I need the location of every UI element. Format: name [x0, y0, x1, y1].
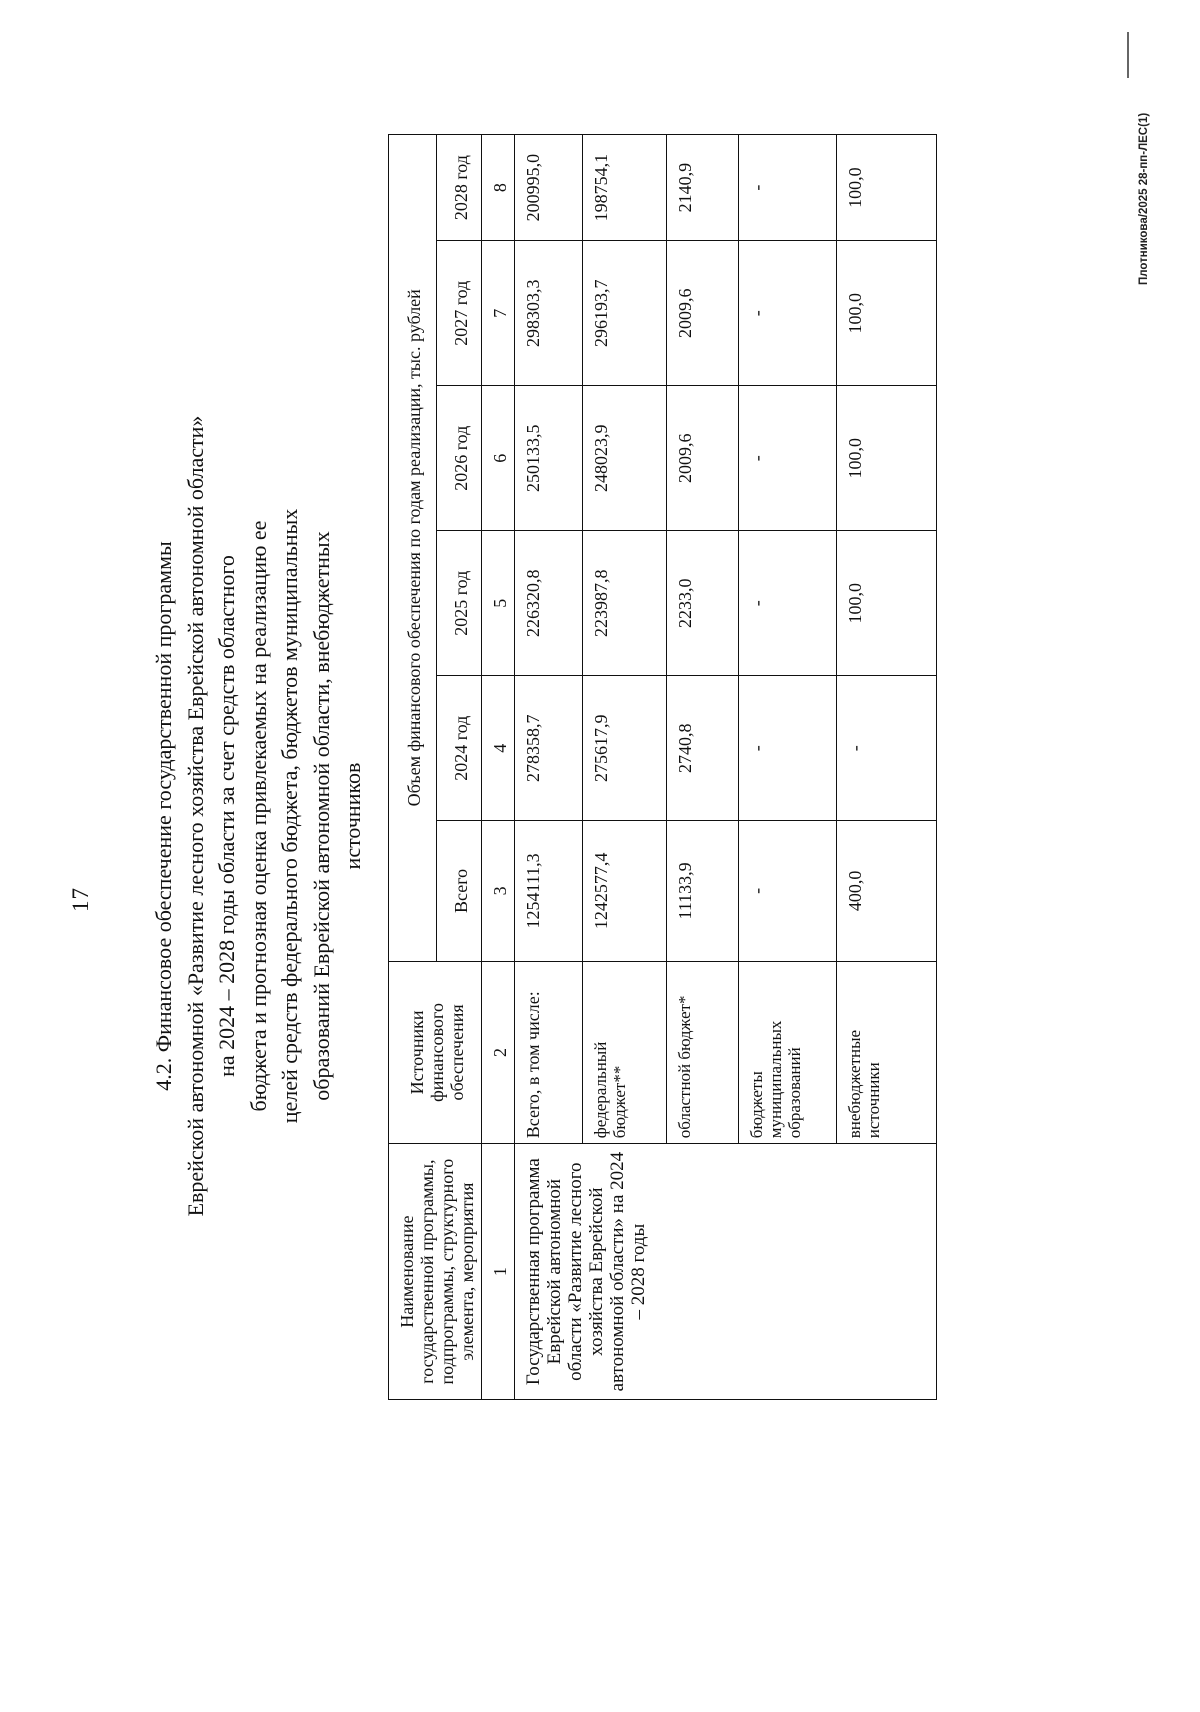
value-cell: 2233,0: [667, 531, 739, 676]
column-index: 3: [482, 821, 515, 961]
value-cell: -: [837, 676, 937, 821]
heading-line: бюджета и прогнозная оценка привлекаемых на реализацию ее: [245, 520, 271, 1112]
header-year: 2028 год: [436, 135, 481, 241]
source-cell: внебюджетные источники: [837, 961, 937, 1144]
page-number: 17: [68, 887, 93, 912]
value-cell: -: [739, 531, 837, 676]
value-cell: 250133,5: [515, 386, 583, 531]
column-index: 5: [482, 531, 515, 676]
scan-edge-mark: [1127, 32, 1129, 78]
column-index: 6: [482, 386, 515, 531]
header-program-name: Наименование государственной программы, подпрограммы, структурного элемента, мероприятия: [389, 1144, 482, 1400]
value-cell: -: [739, 386, 837, 531]
heading-line: 4.2. Финансовое обеспечение государственной программы: [151, 541, 176, 1091]
value-cell: -: [739, 241, 837, 386]
table-row: [515, 135, 583, 1400]
column-index: 2: [482, 961, 515, 1144]
heading-line: образований Еврейской автономной области, внебюджетных: [308, 531, 334, 1101]
value-cell: 278358,7: [515, 676, 583, 821]
value-cell: 2009,6: [667, 386, 739, 531]
source-cell: областной бюджет*: [667, 961, 739, 1144]
value-cell: 2140,9: [667, 135, 739, 241]
value-cell: 198754,1: [583, 135, 667, 241]
heading-line: Еврейской автономной «Развитие лесного хозяйства Еврейской автономной области»: [182, 415, 208, 1217]
header-year: 2024 год: [436, 676, 481, 821]
value-cell: 1242577,4: [583, 821, 667, 961]
value-cell: 400,0: [837, 821, 937, 961]
header-total: Всего: [436, 821, 481, 961]
header-year: 2025 год: [436, 531, 481, 676]
financing-table: [388, 134, 937, 1400]
value-cell: 275617,9: [583, 676, 667, 821]
value-cell: -: [739, 135, 837, 241]
header-funding-source: Источники финансового обеспечения: [389, 961, 482, 1144]
header-year: 2026 год: [436, 386, 481, 531]
program-name-cell: Государственная программа Еврейской автономной области «Развитие лесного хозяйства Еврейской автономной области» на 2024 – 2028 годы: [515, 1144, 937, 1400]
value-cell: 100,0: [837, 531, 937, 676]
column-index: 4: [482, 676, 515, 821]
value-cell: -: [739, 676, 837, 821]
header-year: 2027 год: [436, 241, 481, 386]
heading-line: источников: [340, 762, 365, 870]
value-cell: 100,0: [837, 386, 937, 531]
column-index: 8: [482, 135, 515, 241]
section-heading: [148, 216, 369, 1416]
value-cell: 2740,8: [667, 676, 739, 821]
source-cell: Всего, в том числе:: [515, 961, 583, 1144]
column-index-row: [482, 135, 515, 1400]
heading-line: на 2024 – 2028 годы области за счет средств областного: [214, 555, 239, 1077]
value-cell: 100,0: [837, 135, 937, 241]
heading-line: целей средств федерального бюджета, бюджетов муниципальных: [277, 508, 302, 1124]
value-cell: 100,0: [837, 241, 937, 386]
source-cell: федеральный бюджет**: [583, 961, 667, 1144]
header-volume-group: Объем финансового обеспечения по годам реализации, тыс. рублей: [389, 135, 437, 962]
value-cell: 200995,0: [515, 135, 583, 241]
value-cell: 248023,9: [583, 386, 667, 531]
document-code: Плотникова/2025 28-пп-ЛЕС(1): [1138, 112, 1150, 285]
value-cell: 298303,3: [515, 241, 583, 386]
value-cell: 223987,8: [583, 531, 667, 676]
value-cell: 11133,9: [667, 821, 739, 961]
value-cell: 1254111,3: [515, 821, 583, 961]
column-index: 1: [482, 1144, 515, 1400]
value-cell: 2009,6: [667, 241, 739, 386]
value-cell: 226320,8: [515, 531, 583, 676]
value-cell: -: [739, 821, 837, 961]
column-index: 7: [482, 241, 515, 386]
value-cell: 296193,7: [583, 241, 667, 386]
source-cell: бюджеты муниципальных образований: [739, 961, 837, 1144]
